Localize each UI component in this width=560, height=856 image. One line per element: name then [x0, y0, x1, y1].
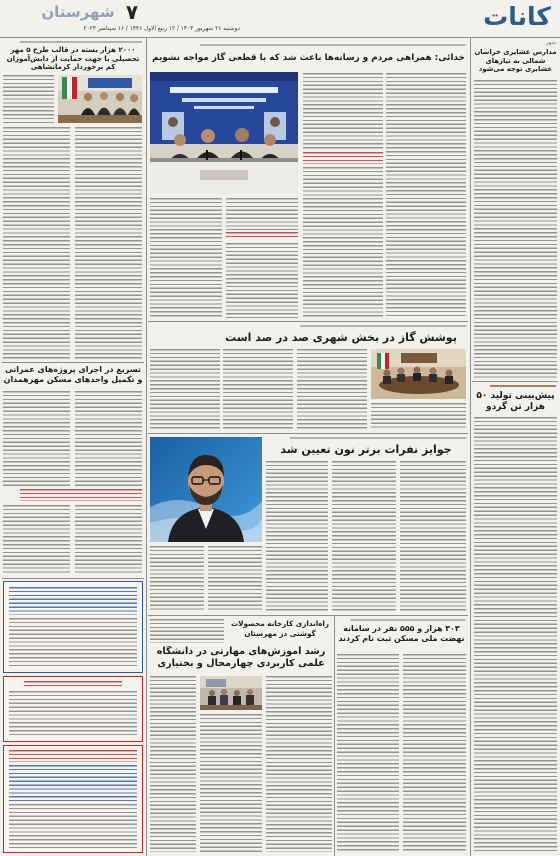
awards-body-col-2 — [332, 461, 396, 612]
housing-kicker — [350, 619, 466, 621]
housing-body-col-2 — [337, 654, 399, 852]
skills-body-col-1 — [266, 676, 332, 852]
classified-ad-1-body — [9, 618, 137, 666]
hamedan-projects-body-col-1 — [75, 391, 142, 486]
classified-ad-3-body — [9, 804, 137, 848]
hamedan-projects-body-col-4 — [3, 505, 70, 575]
gas-main-highlight-text-2 — [226, 232, 298, 240]
meat-factory-body-text — [150, 619, 224, 643]
gas-main-body-col-1 — [386, 73, 466, 318]
awards-body-col-5 — [150, 546, 204, 612]
gas-main-highlight-text — [303, 152, 383, 164]
ads-divider — [2, 578, 144, 579]
skills-body-col-2 — [200, 714, 262, 852]
hamedan-projects-body-col-2 — [3, 391, 70, 486]
walnut-kicker — [490, 385, 556, 387]
hamedan-projects-body-col-3 — [75, 505, 142, 575]
date-line: دوشنبه ۲۶ شهریور ۱۴۰۳ / ۱۲ ربیع الاول ۱۴۴۶ / ۱۶ سپتامبر ۲۰۲۴ — [83, 26, 240, 32]
school-packages-headline: ۲۰۰۰ هزار بسته در قالب طرح ۵ مهر تحصیلی با جهت حمایت از دانش‌آموزان کم برخوردار کرمانشاهی — [6, 46, 140, 72]
gas-main-kicker — [200, 44, 466, 46]
skills-photo — [200, 676, 262, 710]
gas-main-body-col-4b — [226, 243, 298, 318]
classified-ad-3-text — [9, 765, 137, 801]
walnut-body-text — [474, 417, 557, 853]
gas-coverage-divider — [148, 321, 468, 322]
classified-ad-2-body — [9, 691, 137, 737]
gas-main-body-col-2a — [303, 73, 383, 150]
gas-main-body-col-2b — [303, 167, 383, 318]
awards-body-col-4 — [208, 546, 262, 612]
press-conference-photo — [150, 72, 298, 194]
gas-main-body-col-3 — [150, 198, 222, 318]
gas-coverage-body-col-1 — [371, 403, 466, 430]
section-title: شهرستان — [41, 3, 115, 21]
bottom-divider — [148, 615, 468, 616]
hamedan-projects-headline: تسریع در اجرای پروژه‌های عمرانی و تکمیل واحدهای مسکن مهرهمدان — [3, 365, 143, 385]
school-packages-kicker — [20, 41, 142, 43]
classified-ad-1 — [3, 581, 143, 673]
nomad-schools-body-text — [474, 80, 557, 378]
classified-ad-3-title — [9, 750, 137, 762]
classified-ad-3 — [3, 745, 143, 853]
walnut-headline: پیش‌بینی تولید ۵۰ هزار تن گردو — [476, 391, 555, 412]
hamedan-projects-highlight-text — [20, 489, 142, 501]
right-column-divider — [472, 381, 558, 382]
section-tag: شهر — [545, 40, 556, 46]
column-divider-left — [146, 38, 147, 856]
skills-headline: رشد آموزش‌های مهارتی در دانشگاه علمی کاربردی چهارمحال و بختیاری — [156, 646, 326, 670]
housing-headline: ۳۰۳ هزار و ۵۵۵ نفر در سامانه نهضت ملی مسکن ثبت نام کردند — [338, 624, 465, 644]
meat-factory-headline: راه‌اندازی کارخانه محصولات گوشتی در مهرستان — [230, 619, 330, 638]
page-number: ۷ — [125, 0, 139, 24]
press-conference-image — [150, 72, 298, 194]
skills-body-col-3 — [150, 676, 196, 852]
ceremony-image — [58, 75, 142, 123]
school-packages-body-col-1 — [75, 127, 142, 359]
gas-coverage-meeting-photo — [371, 349, 466, 399]
classified-ad-2 — [3, 676, 143, 742]
awards-body-col-1 — [400, 461, 466, 612]
left-column-divider — [2, 362, 144, 363]
nomad-schools-headline: مدارس عشایری خراسان شمالی به نیازهای عشایری توجه می‌شود — [474, 48, 557, 74]
gas-coverage-body-col-2 — [297, 349, 367, 430]
classified-ad-2-title — [24, 681, 122, 688]
column-divider-right — [470, 38, 471, 856]
gas-coverage-headline: پوشش گاز در بخش شهری صد در صد است — [225, 331, 457, 344]
awards-body-col-3 — [266, 461, 328, 612]
header-divider — [0, 37, 560, 38]
gas-coverage-body-col-3 — [223, 349, 293, 430]
school-packages-body-intro — [3, 75, 54, 123]
housing-body-col-1 — [403, 654, 466, 852]
newspaper-logo: کانات — [483, 2, 551, 31]
school-packages-body-col-2 — [3, 127, 70, 359]
portrait-photo — [150, 437, 262, 542]
bottom-column-divider — [334, 616, 335, 856]
gas-coverage-body-col-4 — [150, 349, 220, 430]
awards-headline: جوایز نفرات برتر نون تعیین شد — [280, 443, 452, 456]
gas-coverage-kicker — [300, 325, 466, 327]
awards-kicker — [290, 437, 466, 439]
gas-main-body-col-4a — [226, 198, 298, 230]
classified-ad-1-text — [9, 587, 137, 615]
school-packages-photo — [58, 75, 142, 123]
awards-divider — [148, 433, 468, 434]
portrait-image — [150, 437, 262, 542]
meeting-image — [371, 349, 466, 399]
gas-main-headline: خدائی: همراهی مردم و رسانه‌ها باعث شد که با قطعی گاز مواجه نشویم — [152, 53, 465, 63]
classroom-image — [200, 676, 262, 710]
